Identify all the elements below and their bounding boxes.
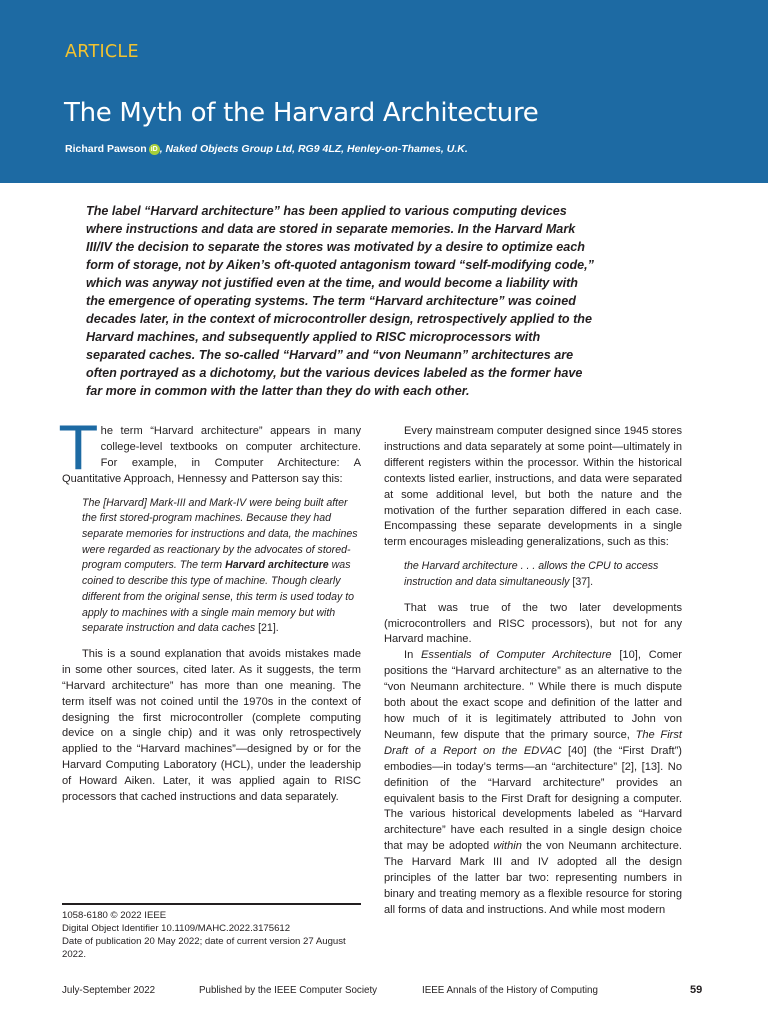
page-footer	[0, 985, 768, 999]
author-affiliation: , Naked Objects Group Ltd, RG9 4LZ, Henley-on-Thames, U.K.	[159, 143, 468, 155]
publication-date-line: Date of publication 20 May 2022; date of current version 27 August 2022.	[62, 936, 346, 960]
orcid-icon[interactable]: iD	[150, 146, 158, 153]
book-title: Essentials of Computer Architecture	[421, 649, 612, 662]
journal-name: IEEE Annals of the History of Computing	[422, 985, 598, 996]
intro-text: he term “Harvard architecture” appears in many college-level textbooks on computer architecture. For example, in Computer Architecture: A Quantitative Approach, Hennessy and Patterson say this:	[62, 425, 361, 485]
left-column	[60, 414, 361, 814]
text-run: [40] (the “First Draft”) embodies—in today’s terms—an “architecture” [2], [13]. No definition of the “Harvard architecture” provides an equivalent basis to the First Draft for designing a computer. The various historical developments labeled as “Harvard architecture” have each resulted in a single design choice that may be adopted	[384, 744, 682, 853]
report-title: The First Draft of a Report on the EDVAC	[384, 728, 682, 757]
body-paragraph: Every mainstream computer designed since 1945 stores instructions and data separately at some point—ultimately in different registers within the processor. Within the historical contexts listed earlier, instructions, and data were separated at some additional level, but both the nature and the motivation of the further separation differed in each case. Encompassing these separate developments in a single term encourages misleading generalizations, such as this:	[384, 425, 682, 549]
byline	[65, 143, 468, 155]
citation[interactable]: [37].	[569, 575, 594, 588]
publisher: Published by the IEEE Computer Society	[199, 985, 378, 996]
quote-text: The [Harvard] Mark-III and Mark-IV were being built after the first stored-program machines. Because they had separate memories for instructions and data, the machines were regarded as reactionary by the advocates of stored-program computers. The term	[82, 496, 358, 572]
issue-date: July-September 2022	[62, 985, 156, 996]
quote-text-continued: was coined to describe this type of machine. Though clearly different from the original sense, this term is used today to apply to machines with a single main memory but with separate instruction and data caches	[82, 559, 355, 635]
block-quote	[404, 559, 682, 590]
quote-text: the Harvard architecture . . . allows the CPU to access instruction and data simultaneously	[404, 560, 659, 588]
author-name: Richard Pawson	[65, 143, 147, 155]
copyright-line: 1058-6180 © 2022 IEEE	[62, 910, 167, 921]
intro-paragraph	[60, 414, 361, 488]
abstract: The label “Harvard architecture” has been applied to various computing devices where instructions and data are stored in separate memories. In the Harvard Mark III/IV the decision to separate the stores was motivated by a desire to optimize each form of storage, not by Aiken’s oft-quoted antagonism toward “self-modifying code,” which was anyway not justified even at the time, and would become a liability with the emergence of operating systems. The term “Harvard architecture” was coined decades later, in the context of microcontroller design, retrospectively applied to the Harvard machines, and subsequently applied to RISC microprocessors with separated caches. The so-called “Harvard” and “von Neumann” architectures are often portrayed as a dichotomy, but the various devices labeled as the former have far more in common with the latter than they do with each other.	[86, 204, 594, 398]
article-header	[0, 0, 768, 183]
page-number: 59	[690, 984, 703, 996]
text-run: In	[404, 649, 422, 662]
article-title: The Myth of the Harvard Architecture	[64, 98, 539, 128]
drop-cap: T	[60, 414, 97, 484]
footnote	[62, 909, 361, 961]
emphasis-within: within	[493, 840, 522, 853]
right-column	[384, 424, 682, 927]
text-run: [10], Comer positions the “Harvard architecture” as an alternative to the “von Neumann architecture. ” While there is much dispute both about the exact scope and definition of the latter and how much of it is legitimately attributed to John von Neumann, few dispute that the primary source,	[384, 649, 682, 741]
block-quote	[82, 496, 361, 637]
body-paragraph: That was true of the two later developments (microcontrollers and RISC processors), but not for any Harvard machine.	[384, 601, 682, 646]
body-paragraph	[384, 648, 682, 918]
body-paragraph: This is a sound explanation that avoids mistakes made in some other sources, cited later. As it suggests, the term “Harvard architecture” has more than one meaning. The term itself was not coined until the 1970s in the context of designing the first microcontroller (complete computing device on a single chip) and it was only retrospectively applied to the “Harvard machines”—designed by or for the Harvard Computing Laboratory (HCL), under the leadership of Howard Aiken. Later, it was applied again to RISC processors that cached instructions and data separately.	[62, 647, 361, 804]
text-run: the von Neumann architecture. The Harvard Mark III and IV adopted all the design principles of the latter bar two: representing numbers in binary and treating memory as a flexible resource for storing all forms of data and instructions. And while most modern	[384, 840, 682, 916]
citation[interactable]: [21].	[255, 622, 279, 635]
quote-term: Harvard architecture	[225, 559, 329, 572]
doi-line[interactable]: Digital Object Identifier 10.1109/MAHC.2022.3175612	[62, 923, 291, 934]
section-label: ARTICLE	[65, 42, 139, 62]
footnote-divider	[62, 903, 361, 905]
